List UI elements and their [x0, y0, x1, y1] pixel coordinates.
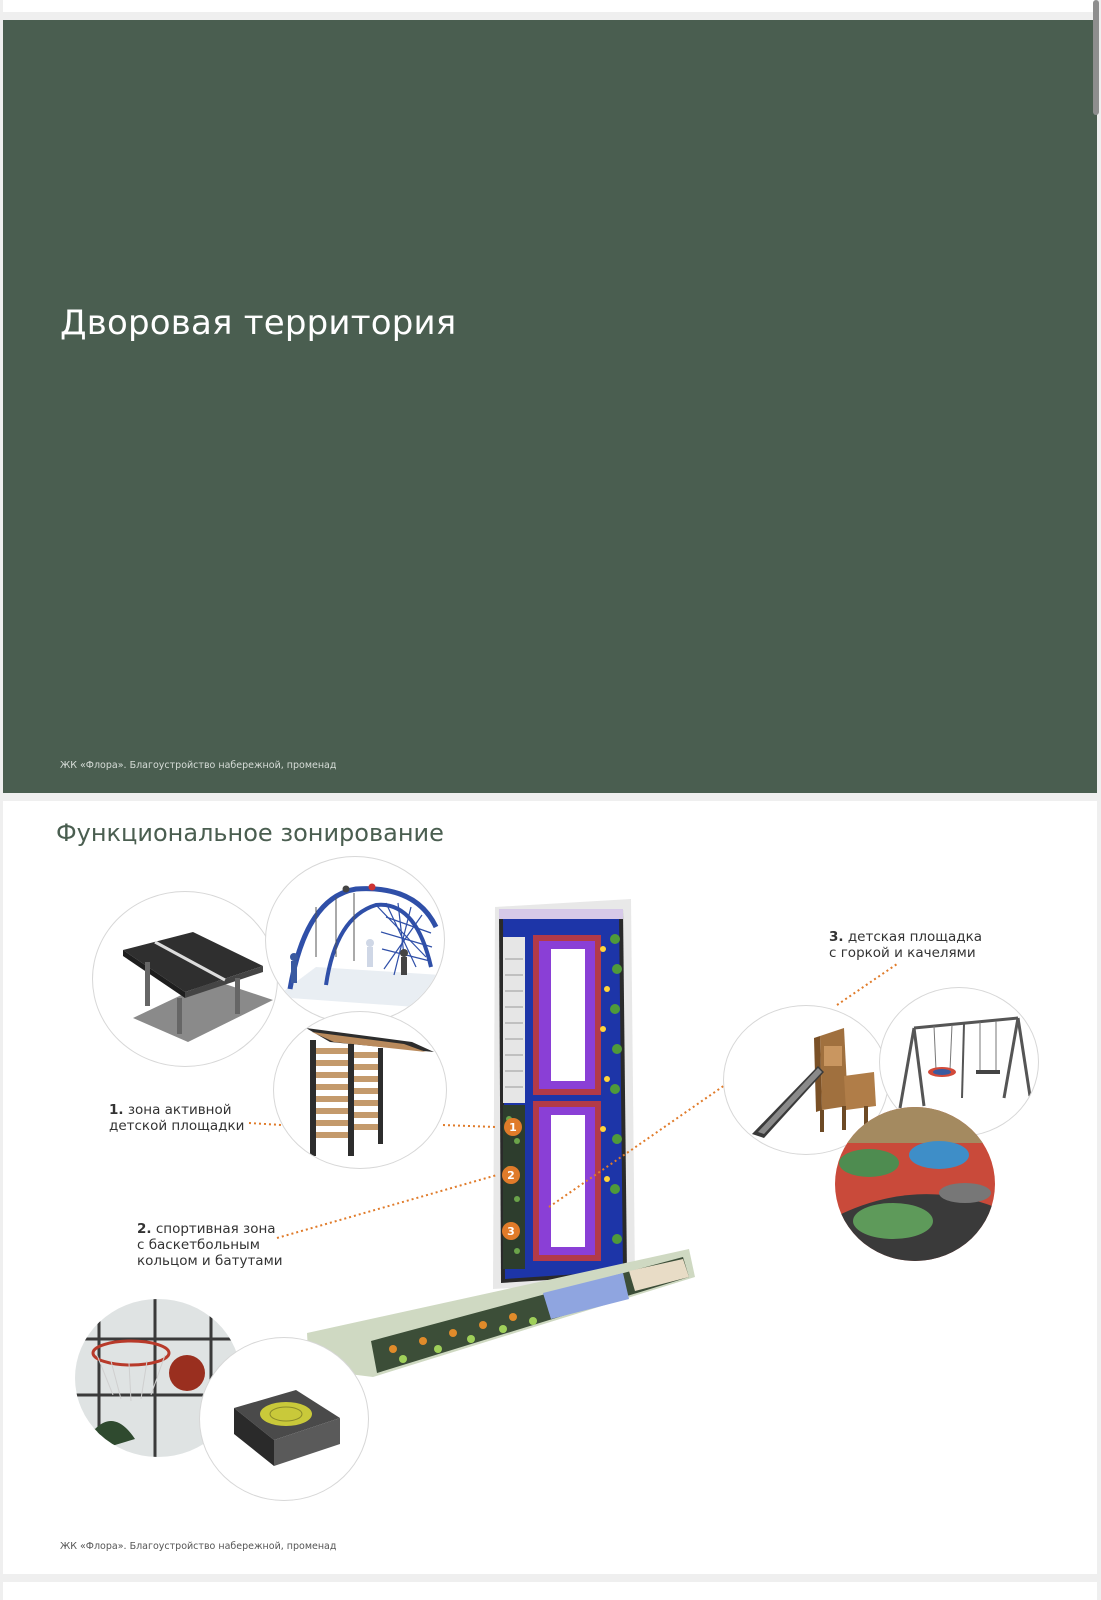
- slide-functional-zoning: [3, 801, 1097, 1574]
- previous-slide-edge: [3, 0, 1097, 12]
- rubber-mounds-image: [835, 1107, 995, 1261]
- trampoline-image: [199, 1337, 369, 1501]
- ping-pong-table-image: [92, 891, 278, 1067]
- next-slide-edge: [3, 1582, 1097, 1600]
- zone-marker-3: 3: [507, 1225, 515, 1238]
- slide-courtyard-title: [3, 20, 1097, 793]
- slide-title: Дворовая территория: [60, 303, 457, 343]
- slide-title: Функциональное зонирование: [56, 819, 444, 847]
- slide-footer: ЖК «Флора». Благоустройство набережной, променад: [60, 760, 337, 771]
- slide-footer: ЖК «Флора». Благоустройство набережной, променад: [60, 1541, 337, 1552]
- zone-label-2: 2. спортивная зона с баскетбольным кольцом и батутами: [137, 1221, 283, 1269]
- zone-label-1: 1. зона активной детской площадки: [109, 1102, 245, 1134]
- scrollbar-thumb[interactable]: [1093, 0, 1099, 115]
- zone-label-3: 3. детская площадка с горкой и качелями: [829, 929, 983, 961]
- zone-marker-1: 1: [509, 1121, 517, 1134]
- site-plan-map: [303, 879, 703, 1379]
- zone-marker-2: 2: [507, 1169, 515, 1182]
